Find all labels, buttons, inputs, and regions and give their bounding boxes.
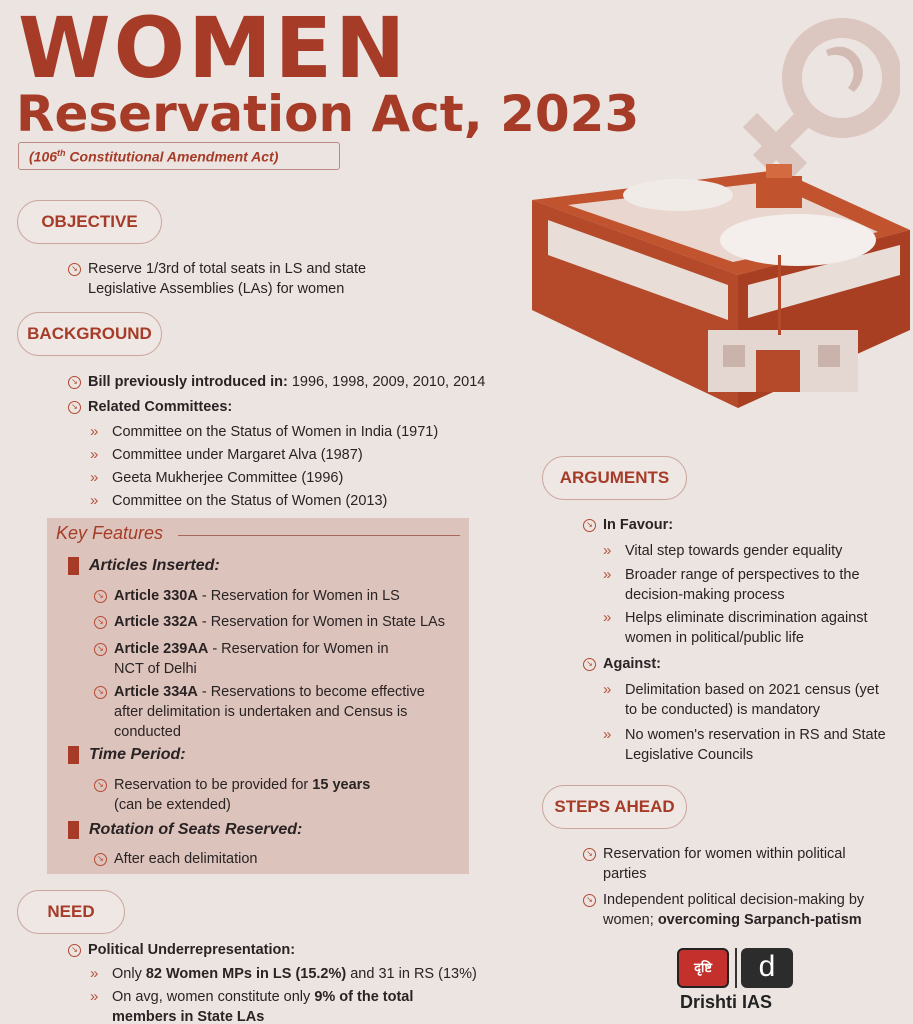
against-item: ↘ Against:	[583, 654, 903, 674]
steps-item: ↘ Independent political decision-making by women; overcoming Sarpanch-patism	[583, 890, 908, 930]
bill-item: ↘ Bill previously introduced in: 1996, 1998, 2009, 2010, 2014	[68, 372, 528, 392]
square-bullet-icon	[68, 821, 79, 839]
key-features-heading: Key Features	[56, 523, 164, 543]
chevron-right-icon: »	[90, 423, 99, 440]
chevron-right-icon: »	[603, 726, 612, 743]
in-favour-item: ↘ In Favour:	[583, 515, 903, 535]
chevron-right-icon: »	[90, 988, 99, 1005]
parliament-building-icon	[528, 160, 913, 412]
objective-heading: OBJECTIVE	[17, 200, 162, 244]
amendment-label: (106th Constitutional Amendment Act)	[18, 142, 340, 170]
chevron-right-icon: »	[90, 965, 99, 982]
steps-item: ↘ Reservation for women within political parties	[583, 844, 903, 884]
article-item: ↘ Article 332A - Reservation for Women in State LAs	[94, 612, 469, 632]
arrow-circle-icon: ↘	[68, 263, 81, 276]
list-item: » Vital step towards gender equality	[603, 542, 843, 559]
arrow-circle-icon: ↘	[94, 686, 107, 699]
arrow-circle-icon: ↘	[68, 944, 81, 957]
brand-name: Drishti IAS	[680, 992, 773, 1012]
list-item: » Committee under Margaret Alva (1987)	[90, 446, 363, 463]
drishti-d-icon: d	[741, 948, 793, 988]
square-bullet-icon	[68, 746, 79, 764]
list-item: » Geeta Mukherjee Committee (1996)	[90, 469, 344, 486]
list-item: » Helps eliminate discrimination against women in political/public life	[603, 609, 868, 646]
arrow-circle-icon: ↘	[583, 658, 596, 671]
page-title: WOMEN	[18, 0, 409, 97]
divider	[735, 948, 737, 988]
arrow-circle-icon: ↘	[68, 376, 81, 389]
arrow-circle-icon: ↘	[94, 779, 107, 792]
list-item: » No women's reservation in RS and State Legislative Councils	[603, 726, 886, 763]
rotation-heading: Rotation of Seats Reserved:	[68, 821, 302, 839]
chevron-right-icon: »	[603, 542, 612, 559]
need-heading: NEED	[17, 890, 125, 934]
square-bullet-icon	[68, 557, 79, 575]
need-item: ↘ Political Underrepresentation:	[68, 940, 508, 960]
list-item: » Committee on the Status of Women in India (1971)	[90, 423, 439, 440]
arrow-circle-icon: ↘	[583, 519, 596, 532]
drishti-logo-mark: दृष्टि	[677, 948, 729, 988]
arrow-circle-icon: ↘	[94, 590, 107, 603]
arrow-circle-icon: ↘	[94, 616, 107, 629]
arrow-circle-icon: ↘	[68, 401, 81, 414]
chevron-right-icon: »	[603, 566, 612, 583]
article-item: ↘ Article 239AA - Reservation for Women in NCT of Delhi	[94, 639, 464, 679]
committees-item: ↘ Related Committees:	[68, 397, 528, 417]
page-subtitle: Reservation Act, 2023	[16, 85, 640, 143]
arrow-circle-icon: ↘	[583, 894, 596, 907]
divider	[178, 535, 460, 536]
time-period-heading: Time Period:	[68, 746, 186, 764]
arrow-circle-icon: ↘	[94, 853, 107, 866]
arguments-heading: ARGUMENTS	[542, 456, 687, 500]
list-item: » Broader range of perspectives to the decision-making process	[603, 566, 860, 603]
chevron-right-icon: »	[603, 681, 612, 698]
article-item: ↘ Article 334A - Reservations to become effective after delimitation is undertaken and Census is conducted	[94, 682, 464, 742]
chevron-right-icon: »	[603, 609, 612, 626]
chevron-right-icon: »	[90, 469, 99, 486]
steps-ahead-heading: STEPS AHEAD	[542, 785, 687, 829]
time-period-item: ↘ Reservation to be provided for 15 years (can be extended)	[94, 775, 464, 815]
list-item: » Delimitation based on 2021 census (yet to be conducted) is mandatory	[603, 681, 879, 718]
female-symbol-icon	[730, 10, 900, 180]
chevron-right-icon: »	[90, 446, 99, 463]
background-heading: BACKGROUND	[17, 312, 162, 356]
list-item: » On avg, women constitute only 9% of the total members in State LAs	[90, 988, 414, 1024]
objective-item: ↘ Reserve 1/3rd of total seats in LS and state Legislative Assemblies (LAs) for women	[68, 259, 488, 299]
arrow-circle-icon: ↘	[583, 848, 596, 861]
rotation-item: ↘ After each delimitation	[94, 849, 464, 869]
articles-heading: Articles Inserted:	[68, 557, 220, 575]
article-item: ↘ Article 330A - Reservation for Women in LS	[94, 586, 464, 606]
list-item: » Committee on the Status of Women (2013)	[90, 492, 388, 509]
chevron-right-icon: »	[90, 492, 99, 509]
list-item: » Only 82 Women MPs in LS (15.2%) and 31 in RS (13%)	[90, 965, 477, 982]
arrow-circle-icon: ↘	[94, 643, 107, 656]
